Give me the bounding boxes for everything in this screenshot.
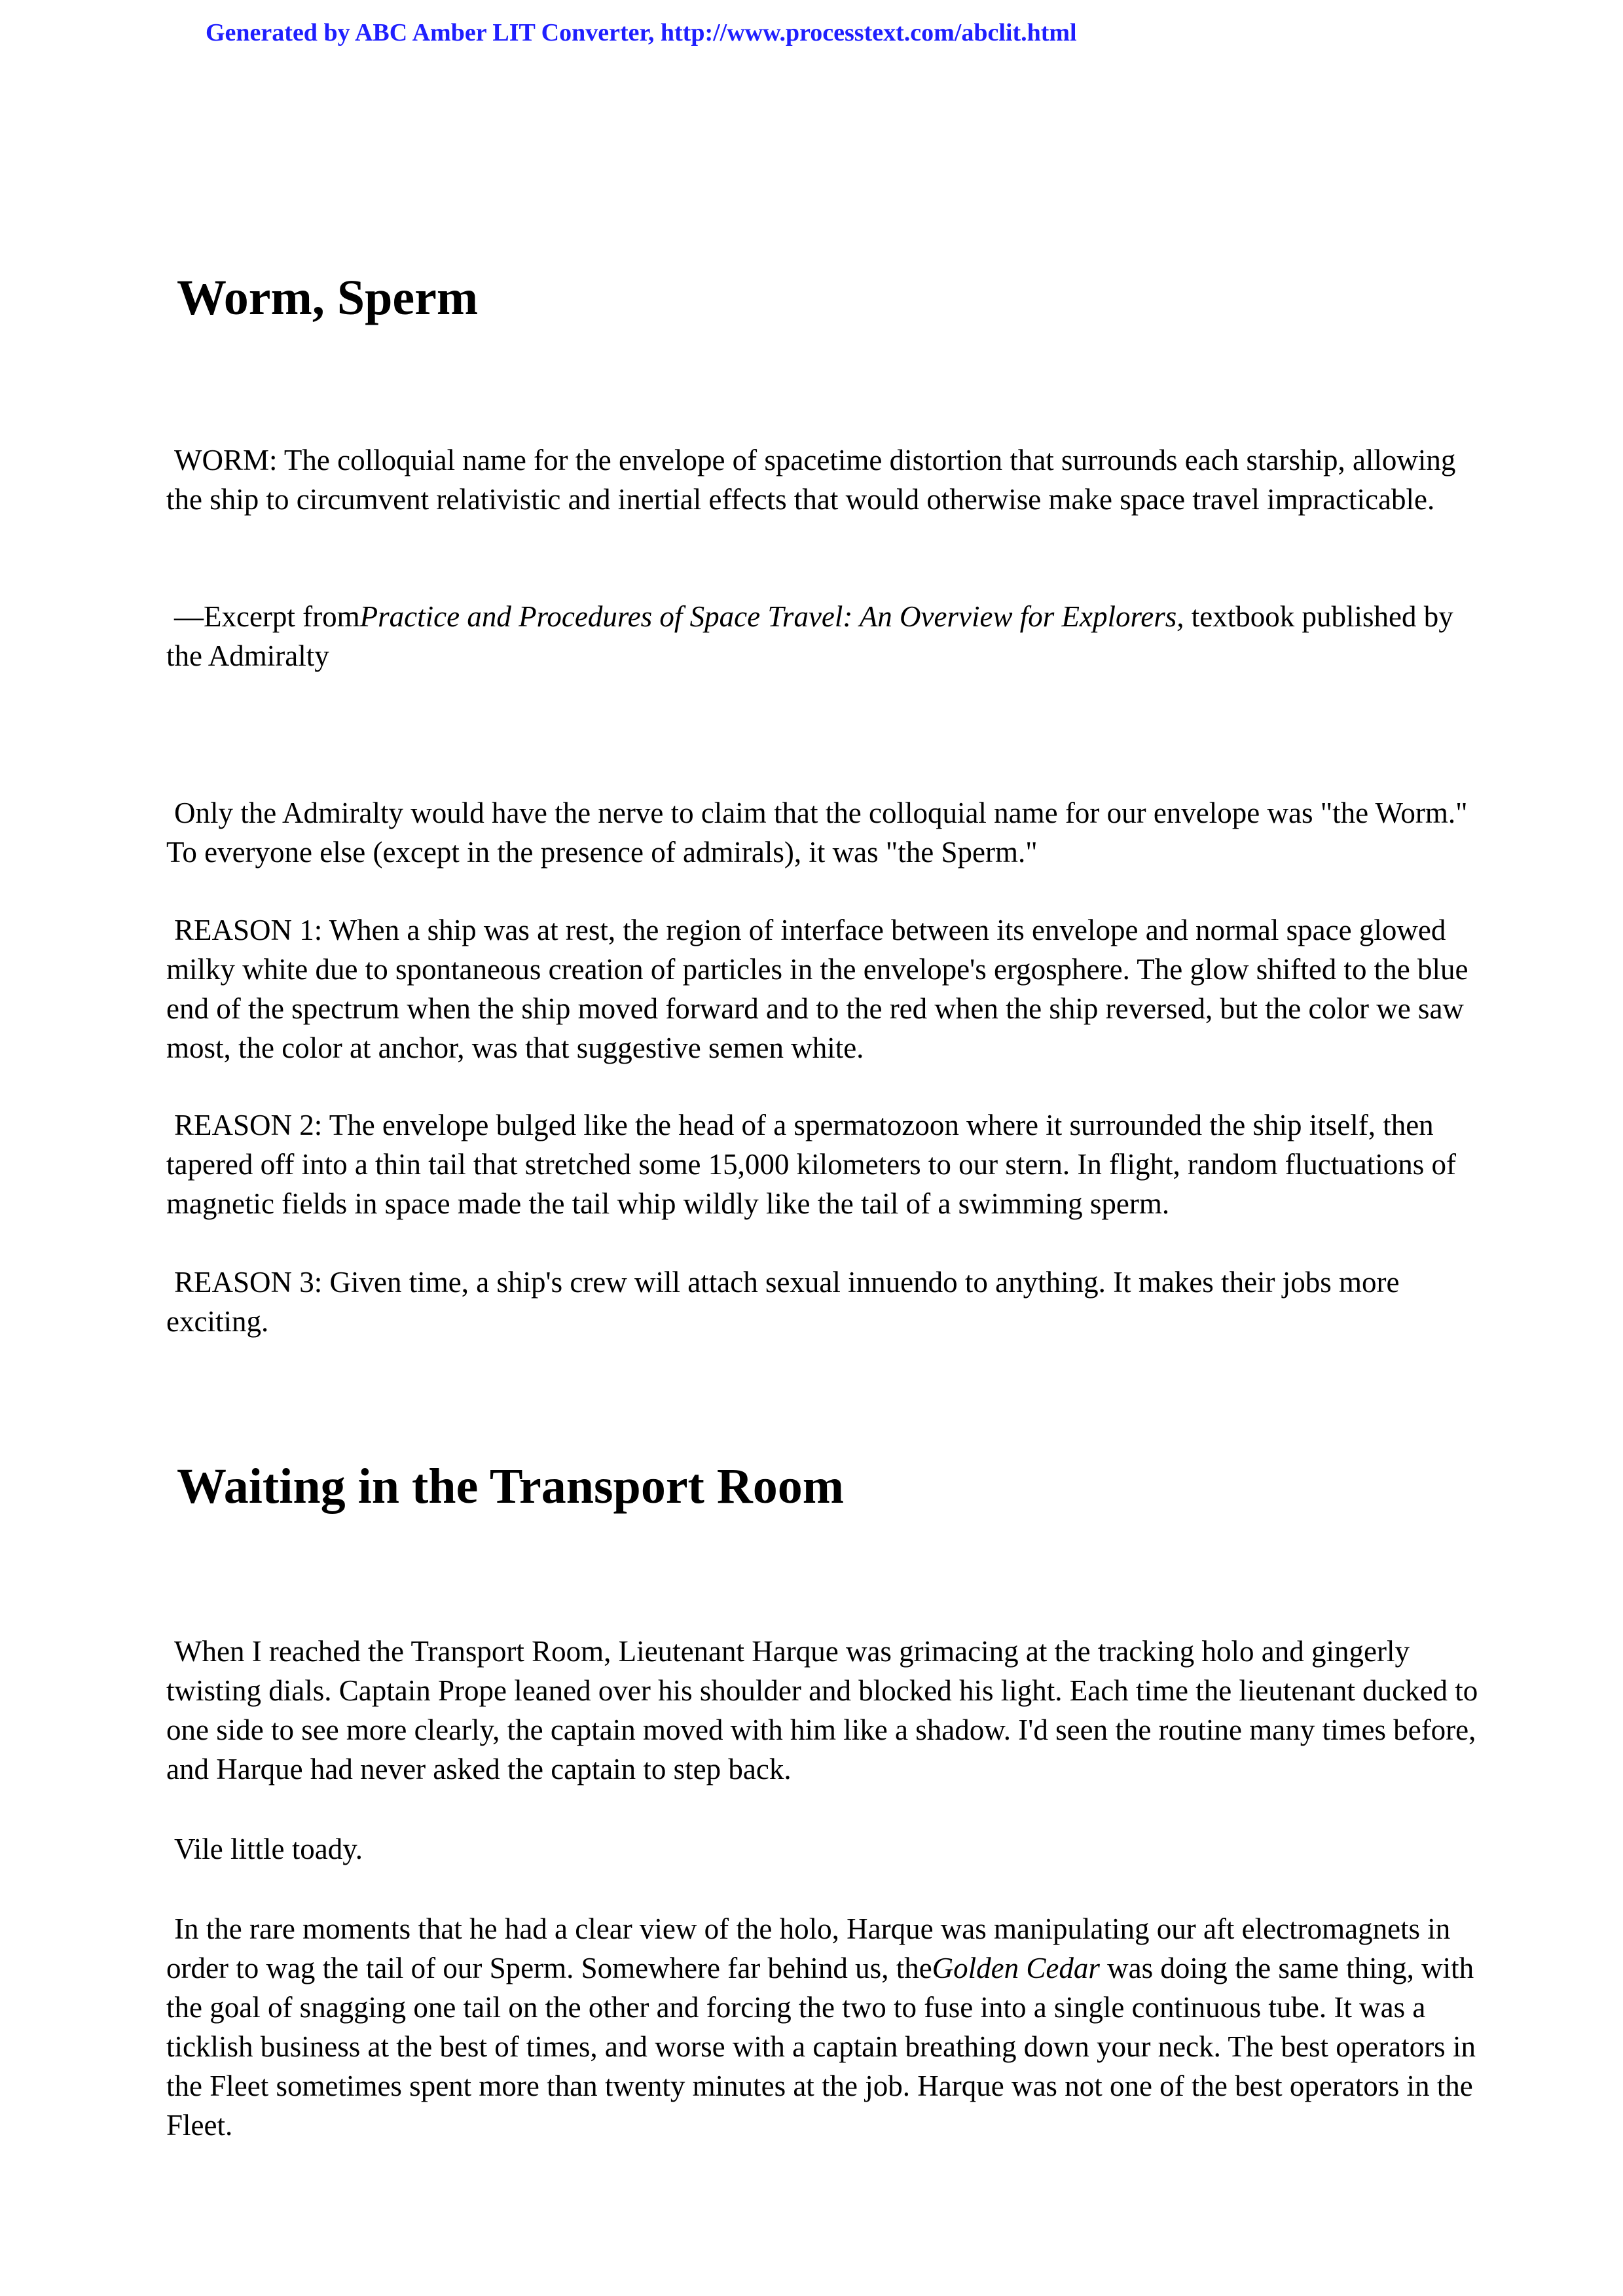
excerpt-book-title: Practice and Procedures of Space Travel: An Overview for Explorers, <box>359 600 1184 633</box>
paragraph-worm-definition: WORM: The colloquial name for the envelope of spacetime distortion that surrounds each starship, allowing the ship to circumvent relativistic and inertial effects that would otherwise make space travel impracticable. <box>166 444 1456 516</box>
paragraph-reason-2: REASON 2: The envelope bulged like the head of a spermatozoon where it surrounded the ship itself, then tapered off into a thin tail that stretched some 15,000 kilometers to our stern. In flight, random fluctuations of magnetic fields in space made the tail whip wildly like the tail of a swimming sperm. <box>166 1109 1456 1220</box>
excerpt-suffix: textbook published by the Admiralty <box>166 600 1453 672</box>
section-title-worm-sperm: Worm, Sperm <box>177 270 479 325</box>
paragraph-reason-3: REASON 3: Given time, a ship's crew will attach sexual innuendo to anything. It makes their jobs more exciting. <box>166 1266 1400 1338</box>
paragraph-holo-manipulation <box>166 1909 1495 2145</box>
para3-part-b: was doing the same thing, with the goal of snagging one tail on the other and forcing the two to fuse into a single continuous tube. It was a ticklish business at the best of times, and worse with a captain breathing down your neck. The best operators in the Fleet sometimes spent more than twenty minutes at the job. Harque was not one of the best operators in the Fleet. <box>166 1952 1476 2142</box>
paragraph-vile-toady: Vile little toady. <box>174 1833 363 1865</box>
excerpt-prefix: —Excerpt from <box>174 600 360 633</box>
paragraph-excerpt-attribution <box>166 597 1495 675</box>
paragraph-transport-room: When I reached the Transport Room, Lieutenant Harque was grimacing at the tracking holo and gingerly twisting dials. Captain Prope leaned over his shoulder and blocked his light. Each time the lieutenant ducked to one side to see more clearly, the captain moved with him like a shadow. I'd seen the routine many times before, and Harque had never asked the captain to step back. <box>166 1635 1478 1785</box>
converter-header: Generated by ABC Amber LIT Converter, http://www.processtext.com/abclit.html <box>206 19 1077 46</box>
section-title-transport-room: Waiting in the Transport Room <box>177 1459 845 1514</box>
ship-name-golden-cedar: Golden Cedar <box>932 1952 1100 1984</box>
para3-part-a: In the rare moments that he had a clear view of the holo, Harque was manipulating our aft electromagnets in order to wag the tail of our Sperm. Somewhere far behind us, the <box>166 1912 1451 1984</box>
paragraph-admiralty-nerve: Only the Admiralty would have the nerve to claim that the colloquial name for our envelope was "the Worm." To everyone else (except in the presence of admirals), it was "the Sperm." <box>166 797 1468 869</box>
paragraph-reason-1: REASON 1: When a ship was at rest, the region of interface between its envelope and normal space glowed milky white due to spontaneous creation of particles in the envelope's ergosphere. The glow shifted to the blue end of the spectrum when the ship moved forward and to the red when the ship reversed, but the color we saw most, the color at anchor, was that suggestive semen white. <box>166 914 1468 1064</box>
